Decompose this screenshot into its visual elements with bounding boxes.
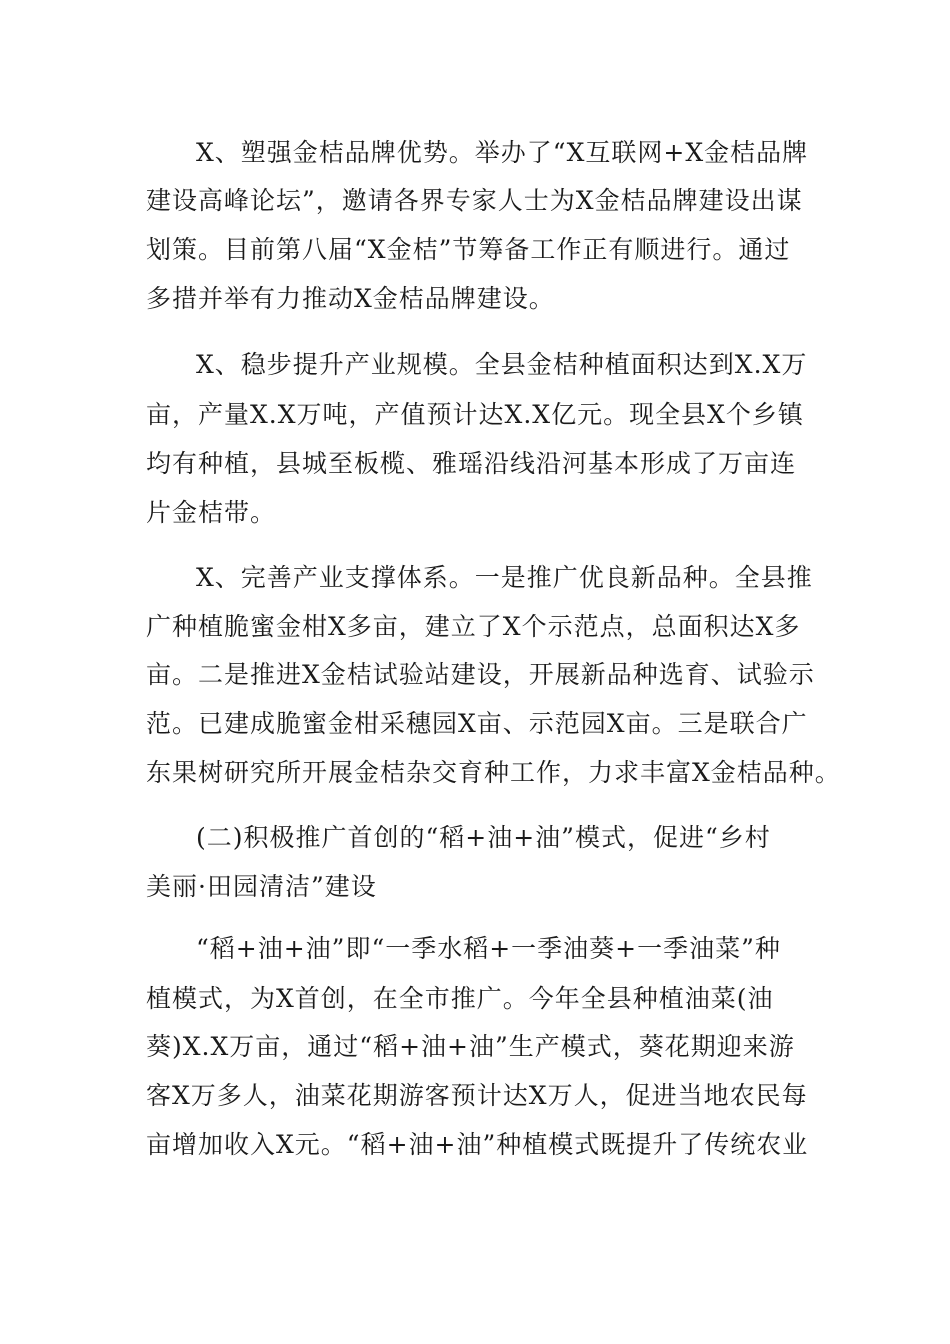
paragraph-5-line-3: 葵)X.X万亩，通过“稻+油+油”生产模式，葵花期迎来游: [146, 1032, 795, 1061]
paragraph-5-line-1: “稻+油+油”即“一季水稻+一季油葵+一季油菜”种: [196, 934, 781, 963]
paragraph-5-line-5: 亩增加收入X元。“稻+油+油”种植模式既提升了传统农业: [146, 1130, 809, 1159]
paragraph-2-line-2: 亩，产量X.X万吨，产值预计达X.X亿元。现全县X个乡镇: [146, 400, 804, 429]
section-heading-line-2: 美丽·田园清洁”建设: [146, 872, 377, 901]
paragraph-3-line-2: 广种植脆蜜金柑X多亩，建立了X个示范点，总面积达X多: [146, 612, 801, 641]
paragraph-3-line-4: 范。已建成脆蜜金柑采穗园X亩、示范园X亩。三是联合广: [146, 709, 808, 738]
paragraph-3-line-5: 东果树研究所开展金桔杂交育种工作，力求丰富X金桔品种。: [146, 758, 841, 787]
paragraph-1-line-3: 划策。目前第八届“X金桔”节筹备工作正有顺进行。通过: [146, 235, 791, 264]
section-heading-line-1: (二)积极推广首创的“稻+油+油”模式，促进“乡村: [196, 823, 771, 852]
paragraph-2-line-1: X、稳步提升产业规模。全县金桔种植面积达到X.X万: [196, 350, 808, 379]
paragraph-2-line-3: 均有种植，县城至板榄、雅瑶沿线沿河基本形成了万亩连: [146, 449, 797, 478]
paragraph-1-line-2: 建设高峰论坛”，邀请各界专家人士为X金桔品牌建设出谋: [146, 186, 803, 215]
paragraph-1-line-1: X、塑强金桔品牌优势。举办了“X互联网+X金桔品牌: [196, 138, 809, 167]
paragraph-2-line-4: 片金桔带。: [146, 498, 277, 527]
paragraph-5-line-2: 植模式，为X首创，在全市推广。今年全县种植油菜(油: [146, 984, 774, 1013]
paragraph-5-line-4: 客X万多人，油菜花期游客预计达X万人，促进当地农民每: [146, 1081, 808, 1110]
paragraph-1-line-4: 多措并举有力推动X金桔品牌建设。: [146, 284, 555, 313]
paragraph-3-line-3: 亩。二是推进X金桔试验站建设，开展新品种选育、试验示: [146, 660, 815, 689]
paragraph-3-line-1: X、完善产业支撑体系。一是推广优良新品种。全县推: [196, 563, 813, 592]
